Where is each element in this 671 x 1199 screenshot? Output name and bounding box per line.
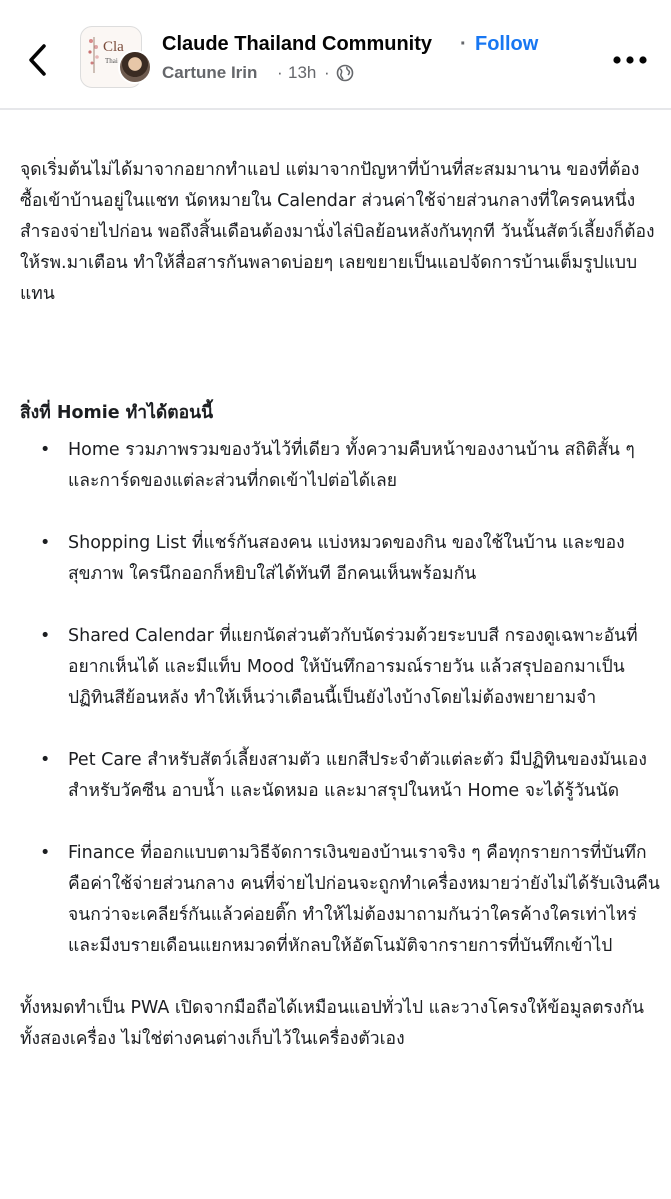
group-logo-subtext: Thai xyxy=(105,57,118,65)
bullet-icon: • xyxy=(40,440,51,460)
globe-icon xyxy=(336,64,354,82)
chevron-left-icon xyxy=(24,40,54,80)
post-header xyxy=(0,0,671,110)
bullet-icon: • xyxy=(40,843,51,863)
post-intro-paragraph: จุดเริ่มต้นไม่ได้มาจากอยากทำแอป แต่มาจากปัญหาที่บ้านที่สะสมมานาน ของที่ต้องซื้อเข้าบ้านอยู่ในแชท นัดหมายใน Calendar ส่วนค่าใช้จ่ายส่วนกลางที่ใครคนหนึ่งสำรองจ่ายไปก่อน พอถึงสิ้นเดือนต้องมานั่งไล่บิลย้อนหลังกันทุกที วันนั้นสัตว์เลี้ยงก็ต้องให้รพ.มาเตือน ทำให้สื่อสารกันพลาดบ่อยๆ เลยขยายเป็นแอปจัดการบ้านเต็มรูปแบบแทน xyxy=(20,160,655,304)
list-item xyxy=(20,745,660,807)
post-body xyxy=(20,155,660,1055)
separator-dot: · xyxy=(324,63,330,82)
feature-text: Finance ที่ออกแบบตามวิธีจัดการเงินของบ้านเราจริง ๆ คือทุกรายการที่บันทึกคือค่าใช้จ่ายส่วนกลาง คนที่จ่ายไปก่อนจะถูกทำเครื่องหมายว่ายังไม่ได้รับเงินคืน จนกว่าจะเคลียร์กันแล้วค่อยติ๊ก ทำให้ไม่ต้องมาถามกันว่าใครค้างใครเท่าไหร่ และมีงบรายเดือนแยกหมวดที่หักลบให้อัตโนมัติจากรายการที่บันทึกเข้าไป xyxy=(68,843,660,956)
header-divider xyxy=(0,108,671,110)
author-name-link[interactable]: Cartune Irin xyxy=(162,63,258,82)
follow-button[interactable]: Follow xyxy=(475,33,539,55)
features-list xyxy=(20,435,660,962)
feature-text: Pet Care สำหรับสัตว์เลี้ยงสามตัว แยกสีประจำตัวแต่ละตัว มีปฏิทินของมันเองสำหรับวัคซีน อาบน้ำ และนัดหมอ และมาสรุปในหน้า Home จะได้รู้วันนัด xyxy=(68,750,647,801)
back-button[interactable] xyxy=(24,40,54,80)
bullet-icon: • xyxy=(40,626,51,646)
feature-text: Home รวมภาพรวมของวันไว้ที่เดียว ทั้งความคืบหน้าของงานบ้าน สถิติสั้น ๆ และการ์ดของแต่ละส่วนที่กดเข้าไปต่อได้เลย xyxy=(68,440,635,491)
list-item xyxy=(20,838,660,962)
more-options-button[interactable] xyxy=(612,52,648,66)
group-logo-text: Cla xyxy=(103,39,124,55)
list-item xyxy=(20,621,660,714)
author-avatar[interactable] xyxy=(118,50,152,84)
separator-dot: · xyxy=(277,63,283,82)
flower-logo-icon xyxy=(85,35,103,75)
group-name-link[interactable]: Claude Thailand Community xyxy=(162,33,433,55)
more-horizontal-icon xyxy=(612,53,648,67)
feature-text: Shopping List ที่แชร์กันสองคน แบ่งหมวดของกิน ของใช้ในบ้าน และของสุขภาพ ใครนึกออกก็หยิบใส่ได้ทันที อีกคนเห็นพร้อมกัน xyxy=(68,533,625,584)
paragraph-spacer xyxy=(20,310,660,398)
feature-text: Shared Calendar ที่แยกนัดส่วนตัวกับนัดร่วมด้วยระบบสี กรองดูเฉพาะอันที่อยากเห็นได้ และมีแท็บ Mood ให้บันทึกอารมณ์รายวัน แล้วสรุปออกมาเป็นปฏิทินสีย้อนหลัง ทำให้เห็นว่าเดือนนี้เป็นยังไงบ้างโดยไม่ต้องพยายามจำ xyxy=(68,626,638,708)
post-closing-paragraph: ทั้งหมดทำเป็น PWA เปิดจากมือถือได้เหมือนแอปทั่วไป และวางโครงให้ข้อมูลตรงกันทั้งสองเครื่อง ไม่ใช่ต่างคนต่างเก็บไว้ในเครื่องตัวเอง xyxy=(20,998,644,1049)
list-item xyxy=(20,528,660,590)
features-heading: สิ่งที่ Homie ทำได้ตอนนี้ xyxy=(20,403,214,423)
separator-dot: · xyxy=(460,33,467,55)
bullet-icon: • xyxy=(40,533,51,553)
list-item xyxy=(20,435,660,497)
post-timestamp[interactable]: 13h xyxy=(288,63,317,82)
bullet-icon: • xyxy=(40,750,51,770)
